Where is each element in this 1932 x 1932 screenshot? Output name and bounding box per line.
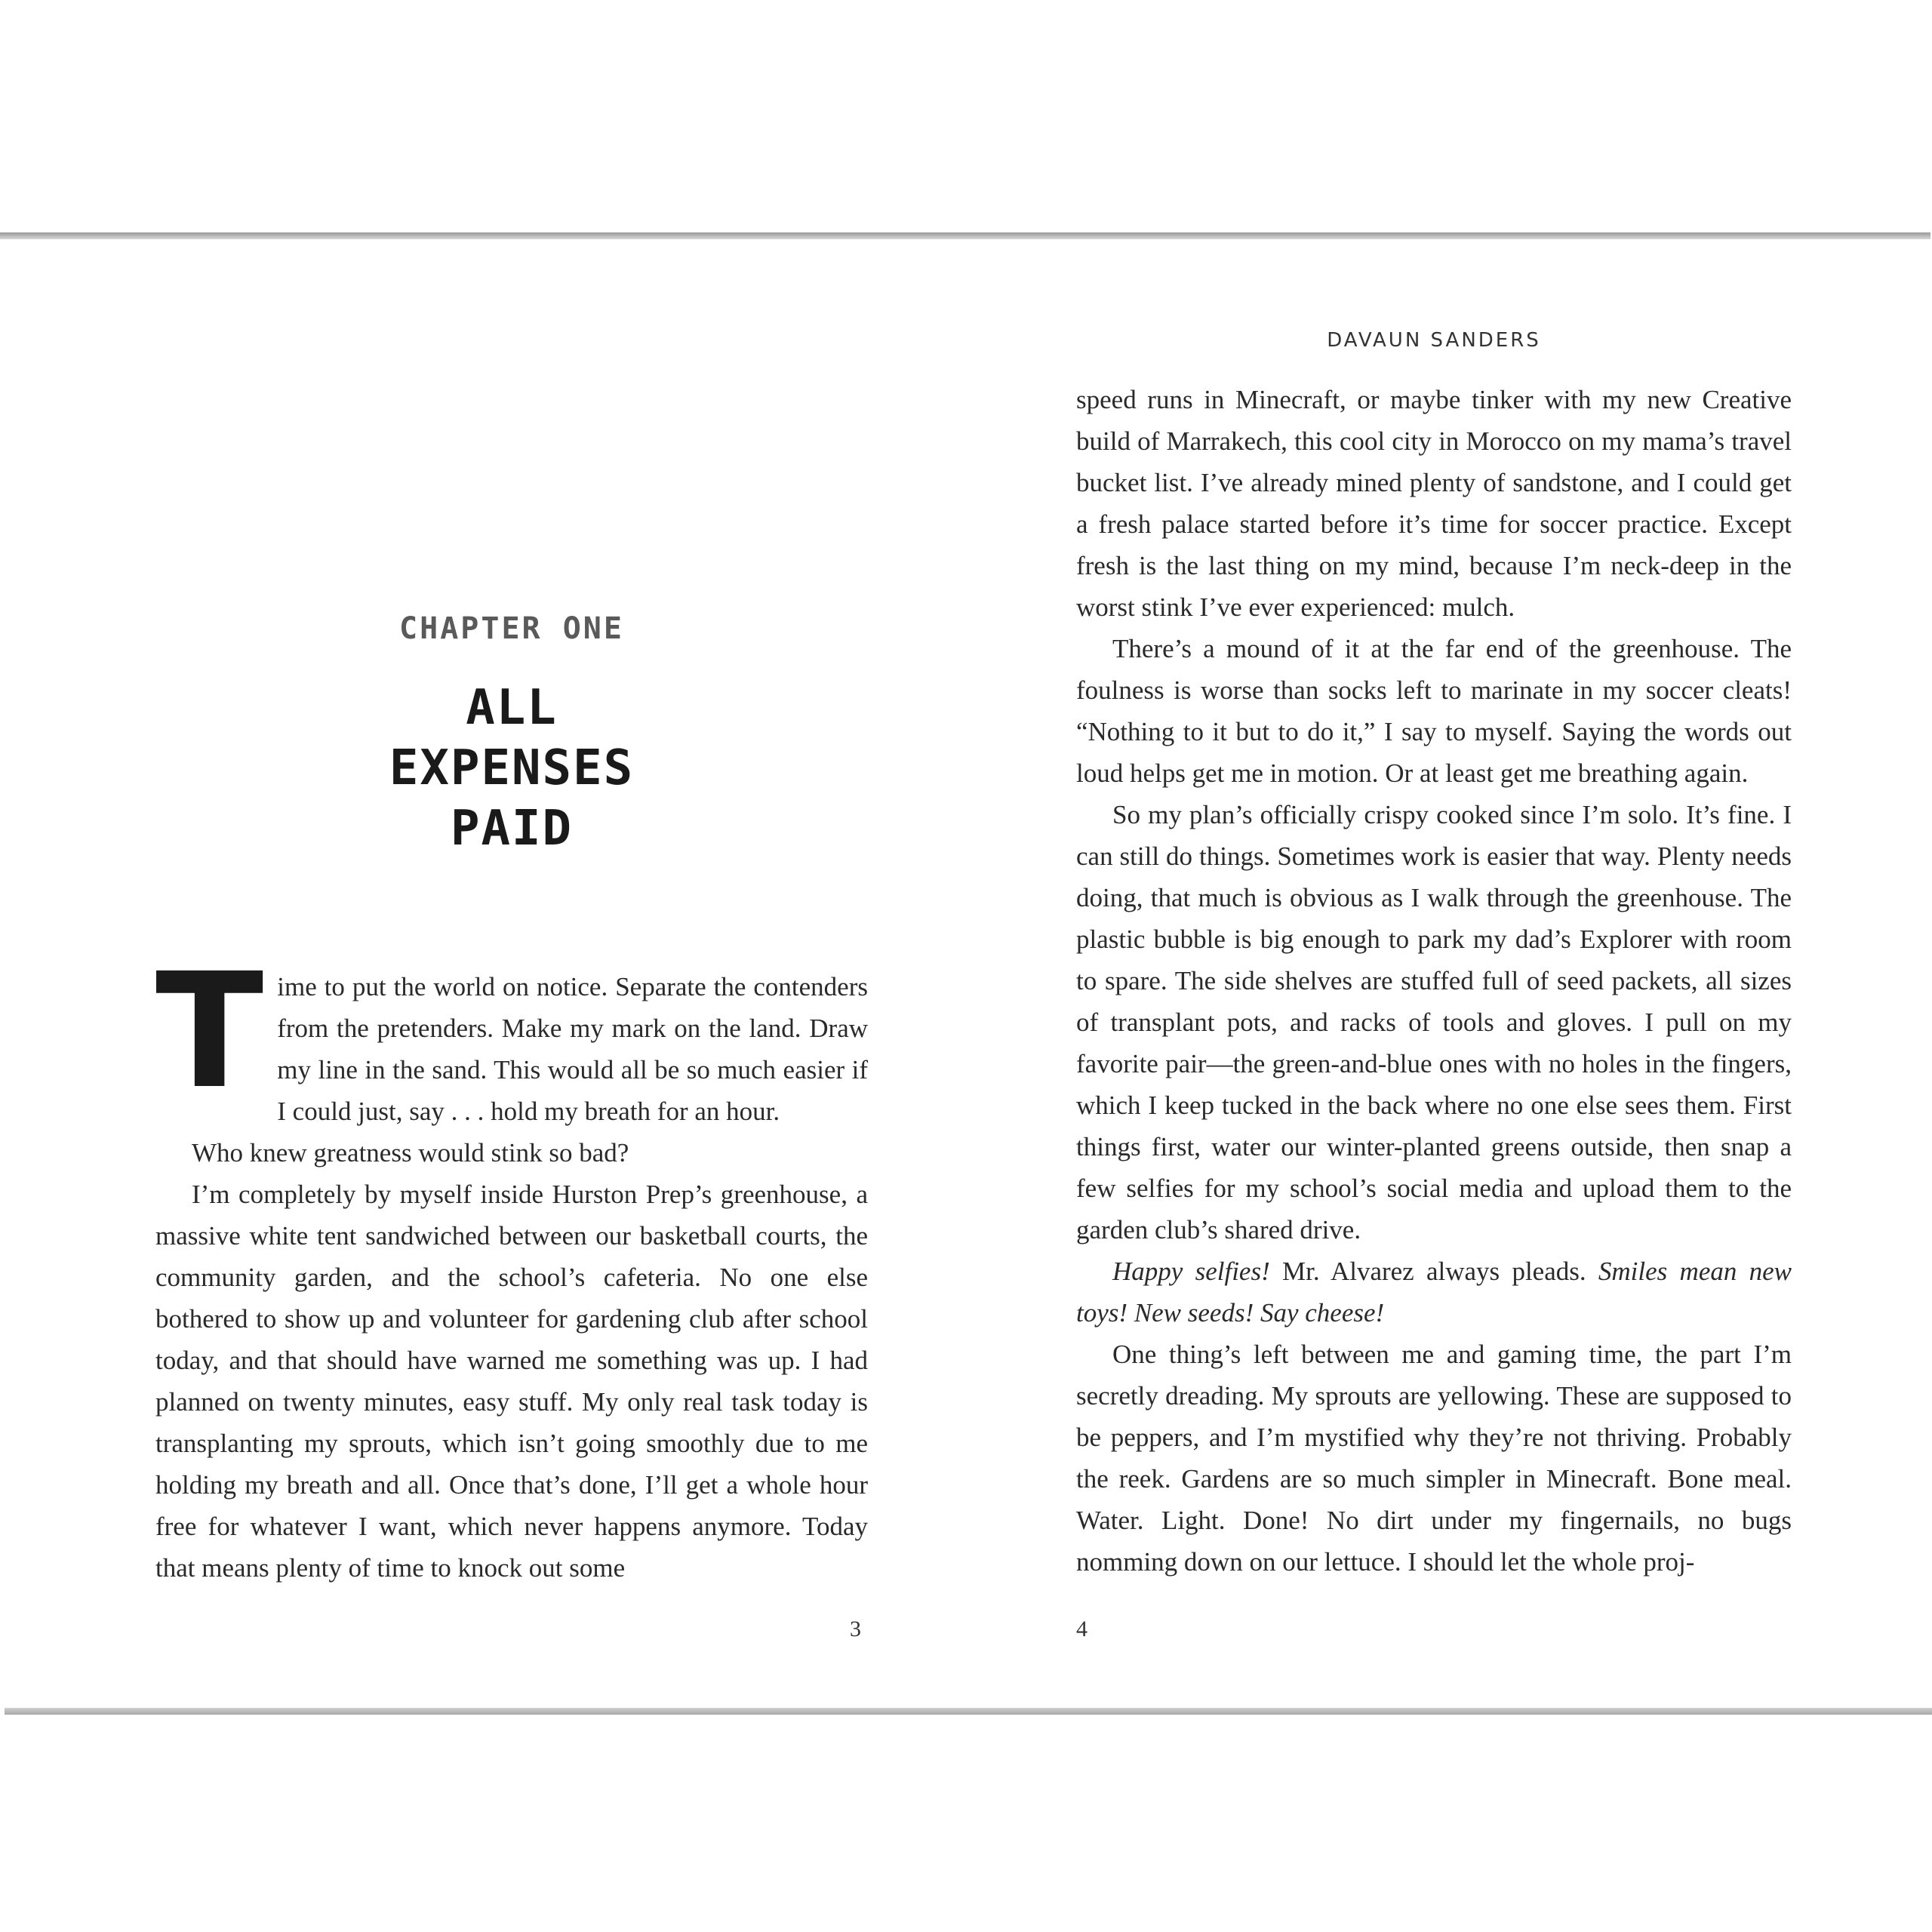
drop-cap: T: [155, 939, 264, 1124]
paragraph: [1076, 1251, 1792, 1334]
right-body-text: [1076, 379, 1792, 1583]
paragraph: So my plan’s officially crispy cooked since I’m solo. It’s fine. I can still do things. Sometimes work is easier that way. Plenty needs doing, that much is obvious as I walk through the greenhouse. The plastic bubble is big enough to park my dad’s Explorer with room to spare. The side shelves are stuffed full of seed packets, all sizes of transplant pots, and racks of tools and gloves. I pull on my favorite pair—the green-and-blue ones with no holes in the fingers, which I keep tucked in the back where no one else sees them. First things first, water our winter-planted greens outside, then snap a few selfies for my school’s social media and upload them to the garden club’s shared drive.: [1076, 800, 1792, 1244]
paragraph: One thing’s left between me and gaming time, the part I’m secretly dreading. My sprouts are yellowing. These are supposed to be peppers, and I’m mystified why they’re not thriving. Probably the reek. Gardens are so much simpler in Minecraft. Bone meal. Water. Light. Done! No dirt under my fingernails, no bugs nomming down on our lettuce. I should let the whole proj-: [1076, 1340, 1792, 1577]
paragraph-text: Mr. Alvarez always pleads.: [1269, 1257, 1598, 1286]
paragraph-text: ime to put the world on notice. Separate the contenders from the pretenders. Make my mark on the land. Draw my line in the sand. This would all be so much easier if I could just, say . . . hold my breath for an hour.: [277, 972, 868, 1126]
bottom-page-edge: [5, 1708, 1932, 1715]
paragraph: speed runs in Minecraft, or maybe tinker with my new Creative build of Marrakech, this cool city in Morocco on my mama’s travel bucket list. I’ve already mined plenty of sandstone, and I could get a fresh palace started before it’s time for soccer practice. Except fresh is the last thing on my mind, because I’m neck-deep in the worst stink I’ve ever experienced: mulch.: [1076, 385, 1792, 622]
page-number: 4: [1076, 1617, 1088, 1641]
chapter-title: [155, 678, 868, 859]
left-page: [155, 589, 868, 1660]
paragraph: Who knew greatness would stink so bad?: [192, 1138, 629, 1168]
chapter-title-line: EXPENSES: [389, 740, 635, 796]
chapter-label: CHAPTER ONE: [399, 611, 624, 646]
paragraph: [155, 939, 868, 1132]
italic-text: Smiles mean new toys! New seeds! Say cheese!: [1076, 1257, 1792, 1327]
right-page: [1076, 329, 1792, 1657]
top-page-edge: [0, 232, 1930, 239]
chapter-title-line: ALL: [466, 680, 558, 736]
chapter-title-line: PAID: [450, 801, 574, 857]
running-head: DAVAUN SANDERS: [1327, 329, 1541, 352]
paragraph: I’m completely by myself inside Hurston Prep’s greenhouse, a massive white tent sandwiched between our basketball courts, the community garden, and the school’s cafeteria. No one else bothered to show up and volunteer for gardening club after school today, and that should have warned me something was up. I had planned on twenty minutes, easy stuff. My only real task today is transplanting my sprouts, which isn’t going smoothly due to me holding my breath and all. Once that’s done, I’ll get a whole hour free for whatever I want, which never happens anymore. Today that means plenty of time to knock out some: [155, 1180, 868, 1583]
left-body-text: [155, 939, 868, 1589]
italic-text: Happy selfies!: [1112, 1257, 1270, 1286]
page-number: 3: [850, 1617, 861, 1641]
paragraph: There’s a mound of it at the far end of the greenhouse. The foulness is worse than socks left to marinate in my soccer cleats! “Nothing to it but to do it,” I say to myself. Saying the words out loud helps get me in motion. Or at least get me breathing again.: [1076, 634, 1792, 788]
